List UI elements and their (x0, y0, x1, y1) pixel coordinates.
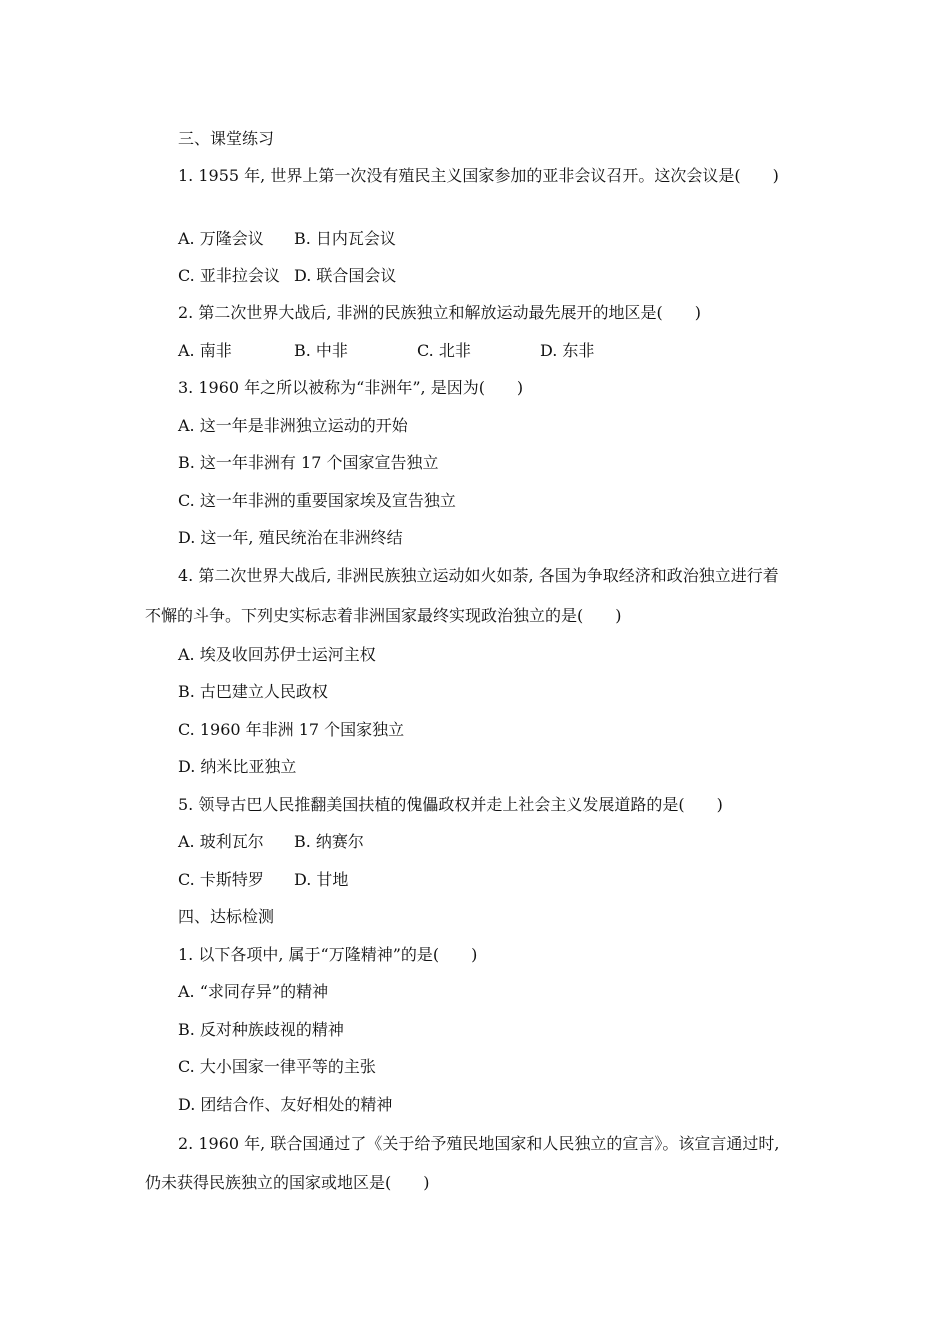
option: D. 纳米比亚独立 (178, 757, 297, 776)
option: A. 埃及收回苏伊士运河主权 (178, 645, 376, 664)
option: D. 团结合作、友好相处的精神 (178, 1095, 393, 1114)
options-row (178, 869, 348, 891)
question-stem: 2. 第二次世界大战后, 非洲的民族独立和解放运动最先展开的地区是( ) (178, 303, 702, 322)
option: B. 古巴建立人民政权 (178, 682, 328, 701)
options-row (178, 228, 396, 250)
option: C. 亚非拉会议 (178, 266, 280, 285)
option: B. 反对种族歧视的精神 (178, 1020, 344, 1039)
question-stem: 5. 领导古巴人民推翻美国扶植的傀儡政权并走上社会主义发展道路的是( ) (178, 795, 723, 814)
option: D. 东非 (540, 341, 595, 360)
options-row (178, 831, 364, 853)
options-row (178, 340, 594, 362)
option: A. 万隆会议 (178, 229, 264, 248)
option: C. 1960 年非洲 17 个国家独立 (178, 720, 405, 739)
section-heading-classroom-practice: 三、课堂练习 (178, 129, 275, 148)
question-stem: 4. 第二次世界大战后, 非洲民族独立运动如火如荼, 各国为争取经济和政治独立进行着 (178, 566, 779, 585)
question-stem: 1. 1955 年, 世界上第一次没有殖民主义国家参加的亚非会议召开。这次会议是( ) (178, 166, 779, 185)
options-row (178, 265, 396, 287)
option: A. 玻利瓦尔 (178, 832, 264, 851)
question-stem: 1. 以下各项中, 属于“万隆精神”的是( ) (178, 945, 478, 964)
option: C. 卡斯特罗 (178, 870, 264, 889)
question-stem-continued: 不懈的斗争。下列史实标志着非洲国家最终实现政治独立的是( ) (145, 606, 622, 625)
question-stem-continued: 仍未获得民族独立的国家或地区是( ) (145, 1173, 430, 1192)
question-stem: 2. 1960 年, 联合国通过了《关于给予殖民地国家和人民独立的宣言》。该宣言通过时, (178, 1134, 780, 1153)
option: B. 这一年非洲有 17 个国家宣告独立 (178, 453, 439, 472)
option: D. 这一年, 殖民统治在非洲终结 (178, 528, 403, 547)
option: C. 大小国家一律平等的主张 (178, 1057, 376, 1076)
option: B. 中非 (294, 341, 348, 360)
option: A. “求同存异”的精神 (178, 982, 329, 1001)
option: B. 纳赛尔 (294, 832, 364, 851)
option: D. 联合国会议 (294, 266, 397, 285)
option: A. 这一年是非洲独立运动的开始 (178, 416, 408, 435)
question-stem: 3. 1960 年之所以被称为“非洲年”, 是因为( ) (178, 378, 524, 397)
option: D. 甘地 (294, 870, 349, 889)
option: C. 这一年非洲的重要国家埃及宣告独立 (178, 491, 456, 510)
option: A. 南非 (178, 341, 232, 360)
option: C. 北非 (417, 341, 471, 360)
section-heading-standard-test: 四、达标检测 (178, 907, 275, 926)
option: B. 日内瓦会议 (294, 229, 396, 248)
